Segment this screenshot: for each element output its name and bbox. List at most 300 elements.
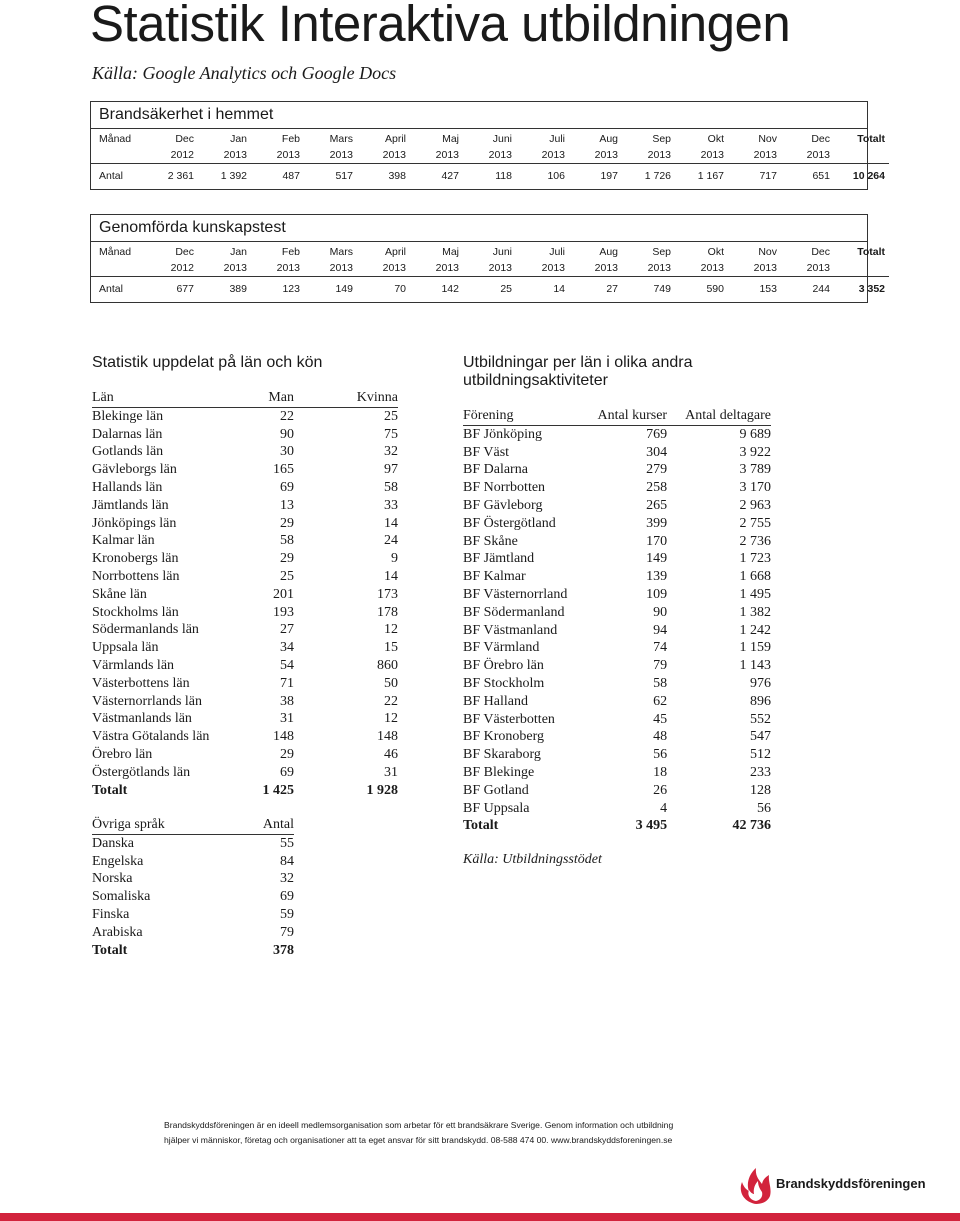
value-cell: 389 [229,283,247,295]
table-row [463,586,771,604]
value-cell: 717 [759,170,777,182]
month-label: Okt [707,133,724,145]
value-cell: 427 [441,170,459,182]
col-header-man: Man [252,389,294,407]
footer-line: Brandskyddsföreningen är en ideell medlemsorganisation som arbetar för ett brandsäkrare Sverige. Genom information och utbildning [164,1120,674,1130]
row-value: 22 [280,408,294,424]
row-value: 1 382 [739,604,771,620]
row-label: Engelska [92,853,144,869]
table-row [92,407,398,425]
row-label: BF Väst [463,444,510,460]
row-value: 31 [280,711,294,727]
month-label: Juni [492,133,512,145]
row-value: 265 [646,497,668,513]
row-value: 69 [280,764,294,780]
year-label: 2013 [410,260,463,277]
year-label: 2013 [357,260,410,277]
value-cell: 651 [812,170,830,182]
table-row [463,444,771,462]
total-label: Totalt [92,942,128,958]
table-kunskapstest [90,214,885,303]
row-value: 3 789 [739,462,771,478]
row-value: 46 [384,746,398,762]
row-value: 79 [653,658,668,674]
row-label: Arabiska [92,924,143,940]
table-row [92,550,398,568]
logo-text: Brandskyddsföreningen [776,1176,926,1191]
row-value: 30 [280,444,294,460]
row-label-month: Månad [99,133,132,145]
row-value: 58 [280,533,294,549]
col-header-sprak: Övriga språk [92,816,242,834]
row-value: 1 495 [739,586,771,602]
page-title: Statistik Interaktiva utbildningen [90,0,791,52]
row-label-count: Antal [99,170,123,182]
row-value: 12 [384,622,398,638]
value-cell: 2 361 [167,170,194,182]
association-section-title: Utbildningar per län i olika andra utbildningsaktiviteter [463,354,693,389]
row-label: Örebro län [92,746,153,762]
table-row [463,622,771,640]
row-value: 148 [273,729,294,745]
col-header-deltagare: Antal deltagare [667,407,771,425]
table-title: Brandsäkerhet i hemmet [91,102,867,129]
row-label: BF Värmland [463,640,540,656]
value-cell: 70 [394,283,406,295]
table-header-row [463,407,771,425]
row-label: BF Gävleborg [463,497,543,513]
row-value: 896 [750,693,771,709]
row-value: 860 [377,657,398,673]
row-label: Uppsala län [92,640,159,656]
row-label: Finska [92,906,130,922]
total-label: Totalt [92,782,128,798]
year-label: 2013 [304,260,357,277]
total-row [92,942,294,960]
row-value: 14 [384,568,398,584]
row-value: 165 [273,462,294,478]
year-label: 2013 [410,147,463,164]
row-value: 769 [646,426,668,442]
row-value: 71 [280,675,294,691]
table-row [92,675,398,693]
table-row [463,746,771,764]
table-row [463,533,771,551]
row-value: 32 [384,444,398,460]
table-row [92,924,294,942]
row-value: 75 [384,426,398,442]
row-label: BF Örebro län [463,658,544,674]
row-value: 170 [646,533,668,549]
empty-cell [91,260,145,277]
row-value: 512 [750,747,771,763]
row-label: BF Södermanland [463,604,565,620]
year-label: 2013 [622,260,675,277]
row-value: 27 [280,622,294,638]
table-row [92,426,398,444]
row-label: BF Östergötland [463,515,556,531]
row-value: 2 755 [739,515,771,531]
row-label: Somaliska [92,889,151,905]
value-cell: 749 [653,283,671,295]
row-value: 178 [377,604,398,620]
table-row [92,568,398,586]
table-header-row [92,389,398,407]
month-label: Juli [549,133,565,145]
table-row [463,639,771,657]
month-label: Mars [329,133,353,145]
row-label: Skåne län [92,586,147,602]
month-label: Dec [175,246,194,258]
row-value: 31 [384,764,398,780]
row-value: 304 [646,444,668,460]
total-header: Totalt [857,246,885,258]
row-value: 34 [280,640,294,656]
row-value: 56 [653,747,668,763]
row-value: 62 [653,693,668,709]
row-value: 90 [280,426,294,442]
row-value: 25 [384,408,398,424]
value-cell: 14 [553,283,565,295]
month-label: Dec [811,246,830,258]
year-label: 2013 [198,147,251,164]
value-cell: 590 [706,283,724,295]
table-row [463,425,771,443]
value-cell: 153 [759,283,777,295]
month-label: Sep [652,246,671,258]
year-label: 2013 [463,147,516,164]
row-label: BF Blekinge [463,764,535,780]
table-row [463,550,771,568]
row-value: 9 [391,551,398,567]
row-label: BF Stockholm [463,675,545,691]
row-label: Gotlands län [92,444,164,460]
year-label: 2013 [251,260,304,277]
table-row [92,710,398,728]
row-value: 149 [646,551,668,567]
total-value: 3 352 [858,283,885,295]
value-cell: 517 [335,170,353,182]
year-label: 2013 [675,260,728,277]
row-value: 14 [384,515,398,531]
table-row [463,568,771,586]
total-row [463,817,771,835]
year-label: 2013 [781,260,834,277]
row-value: 54 [280,657,294,673]
month-label: Feb [281,246,300,258]
row-label: BF Dalarna [463,462,528,478]
row-label: BF Västernorrland [463,586,568,602]
row-label: Kalmar län [92,533,155,549]
row-label: BF Norrbotten [463,480,546,496]
year-label: 2013 [569,260,622,277]
row-value: 50 [384,675,398,691]
row-value: 128 [750,782,771,798]
row-value: 29 [280,551,294,567]
table-row [92,639,398,657]
table-row [463,604,771,622]
row-label: Östergötlands län [92,764,191,780]
row-value: 9 689 [739,426,771,442]
table-row [92,497,398,515]
row-value: 4 [660,800,668,816]
month-label: Jan [230,133,247,145]
row-value: 233 [750,764,771,780]
month-label: Juni [492,246,512,258]
table-row [92,906,294,924]
value-cell: 1 392 [220,170,247,182]
row-label: Blekinge län [92,408,164,424]
row-label: Gävleborgs län [92,462,177,478]
month-label: Dec [175,133,194,145]
row-label: Danska [92,835,134,851]
value-cell: 118 [495,170,512,182]
row-label: Västernorrlands län [92,693,203,709]
table-row [92,461,398,479]
row-label: BF Uppsala [463,800,530,816]
county-section-title: Statistik uppdelat på län och kön [92,354,323,371]
row-value: 109 [646,586,668,602]
table-row [463,782,771,800]
row-value: 69 [280,479,294,495]
row-label: BF Kronoberg [463,729,545,745]
row-value: 97 [384,462,398,478]
table-row [92,621,398,639]
row-label: BF Jönköping [463,426,542,442]
row-label: BF Gotland [463,782,529,798]
row-value: 29 [280,515,294,531]
row-label: BF Skåne [463,533,518,549]
total-label: Totalt [463,818,499,834]
year-label: 2013 [728,147,781,164]
value-cell: 142 [441,283,459,295]
total-header: Totalt [857,133,885,145]
row-value: 552 [750,711,771,727]
row-value: 48 [653,729,668,745]
table-row [463,479,771,497]
table-row [92,870,294,888]
footer-line: hjälper vi människor, företag och organisationer att ta eget ansvar för sitt brandskydd. 08-588 474 00. www.brandskyddsforeningen.se [164,1135,673,1145]
value-cell: 197 [600,170,618,182]
month-label: Maj [442,246,459,258]
total-value: 378 [273,942,294,958]
row-value: 74 [653,640,668,656]
table-row [463,800,771,818]
row-value: 976 [750,675,771,691]
table-row [92,746,398,764]
row-value: 258 [646,480,668,496]
row-value: 58 [384,479,398,495]
row-value: 24 [384,533,398,549]
row-value: 2 963 [739,497,771,513]
value-cell: 1 726 [644,170,671,182]
footer-text [164,1118,784,1148]
table-row [92,532,398,550]
table-row [463,764,771,782]
table-row [92,728,398,746]
row-label: Hallands län [92,479,163,495]
value-cell: 677 [176,283,194,295]
row-label: BF Kalmar [463,569,526,585]
row-value: 84 [280,853,294,869]
row-label-count: Antal [99,283,123,295]
month-label: Nov [758,133,777,145]
row-value: 1 143 [739,658,771,674]
table-row [92,479,398,497]
row-value: 55 [280,835,294,851]
association-source: Källa: Utbildningsstödet [463,852,602,867]
row-value: 69 [280,889,294,905]
table-row [92,764,398,782]
month-label: Dec [811,133,830,145]
row-value: 193 [273,604,294,620]
row-label: Västra Götalands län [92,729,210,745]
row-value: 26 [653,782,668,798]
col-header-lan: Län [92,389,252,407]
row-value: 1 668 [739,569,771,585]
year-label: 2013 [516,147,569,164]
value-cell: 149 [335,283,353,295]
table-grid [91,242,885,302]
year-label: 2012 [145,260,198,277]
year-label: 2013 [675,147,728,164]
row-value: 1 242 [739,622,771,638]
empty-cell [91,147,145,164]
row-label: BF Jämtland [463,551,535,567]
row-value: 58 [653,675,668,691]
month-label: Okt [707,246,724,258]
row-label: BF Västmanland [463,622,558,638]
row-value: 3 170 [739,480,771,496]
table-row [92,834,294,852]
table-row [463,515,771,533]
year-label: 2013 [357,147,410,164]
row-value: 201 [273,586,294,602]
total-value: 42 736 [732,818,771,834]
table-row [92,888,294,906]
value-cell: 27 [606,283,618,295]
table-row [92,604,398,622]
table-row [463,497,771,515]
row-label: Kronobergs län [92,551,179,567]
table-row [92,853,294,871]
row-label: BF Halland [463,693,528,709]
total-value: 1 425 [262,782,294,798]
month-label: Jan [230,246,247,258]
row-value: 29 [280,746,294,762]
row-value: 1 159 [739,640,771,656]
month-label: Nov [758,246,777,258]
row-label: Jämtlands län [92,497,169,513]
row-value: 12 [384,711,398,727]
month-label: April [384,246,406,258]
row-value: 56 [757,800,771,816]
page-subtitle: Källa: Google Analytics och Google Docs [92,63,397,83]
month-label: Mars [329,246,353,258]
value-cell: 487 [282,170,300,182]
row-value: 22 [384,693,398,709]
bottom-accent-bar [0,1213,960,1221]
year-label: 2013 [781,147,834,164]
row-value: 547 [750,729,771,745]
table-row [463,711,771,729]
month-label: Juli [549,246,565,258]
col-header-antal: Antal [242,816,294,834]
row-label: Norska [92,871,133,887]
value-cell: 1 167 [697,170,724,182]
row-value: 25 [280,568,294,584]
table-row [92,586,398,604]
year-label: 2013 [622,147,675,164]
row-value: 33 [384,497,398,513]
row-value: 2 736 [739,533,771,549]
year-label: 2013 [516,260,569,277]
row-value: 13 [280,497,294,513]
row-label: BF Västerbotten [463,711,555,727]
row-value: 3 922 [739,444,771,460]
month-label: Aug [599,133,618,145]
row-value: 139 [646,569,668,585]
row-value: 79 [280,924,294,940]
row-value: 59 [280,906,294,922]
language-table [92,816,294,959]
row-label: Norrbottens län [92,568,180,584]
table-row [92,657,398,675]
table-row [463,657,771,675]
table-row [92,515,398,533]
row-value: 1 723 [739,551,771,567]
row-value: 148 [377,729,398,745]
row-value: 32 [280,871,294,887]
row-label: Västerbottens län [92,675,190,691]
table-row [92,443,398,461]
row-value: 90 [653,604,668,620]
row-value: 173 [377,586,398,602]
table-header-row [92,816,294,834]
table-row [463,728,771,746]
total-value: 10 264 [852,170,885,182]
table-grid [91,129,885,189]
table-brandsakerhet [90,101,885,190]
empty-cell [834,147,889,164]
row-label: Stockholms län [92,604,179,620]
row-value: 399 [646,515,668,531]
association-table [463,407,771,835]
row-value: 45 [653,711,668,727]
table-row [463,461,771,479]
table-title: Genomförda kunskapstest [91,215,867,242]
row-value: 15 [384,640,398,656]
year-label: 2013 [569,147,622,164]
row-label: Dalarnas län [92,426,163,442]
month-label: Feb [281,133,300,145]
year-label: 2013 [198,260,251,277]
value-cell: 123 [282,283,300,295]
month-label: April [384,133,406,145]
year-label: 2013 [728,260,781,277]
row-label: Västmanlands län [92,711,192,727]
row-value: 38 [280,693,294,709]
row-value: 279 [646,462,668,478]
col-header-kvinna: Kvinna [294,389,398,407]
year-label: 2012 [145,147,198,164]
total-value: 3 495 [635,818,668,834]
county-table [92,389,398,799]
row-label: Södermanlands län [92,622,199,638]
table-row [92,693,398,711]
month-label: Aug [599,246,618,258]
value-cell: 244 [812,283,830,295]
